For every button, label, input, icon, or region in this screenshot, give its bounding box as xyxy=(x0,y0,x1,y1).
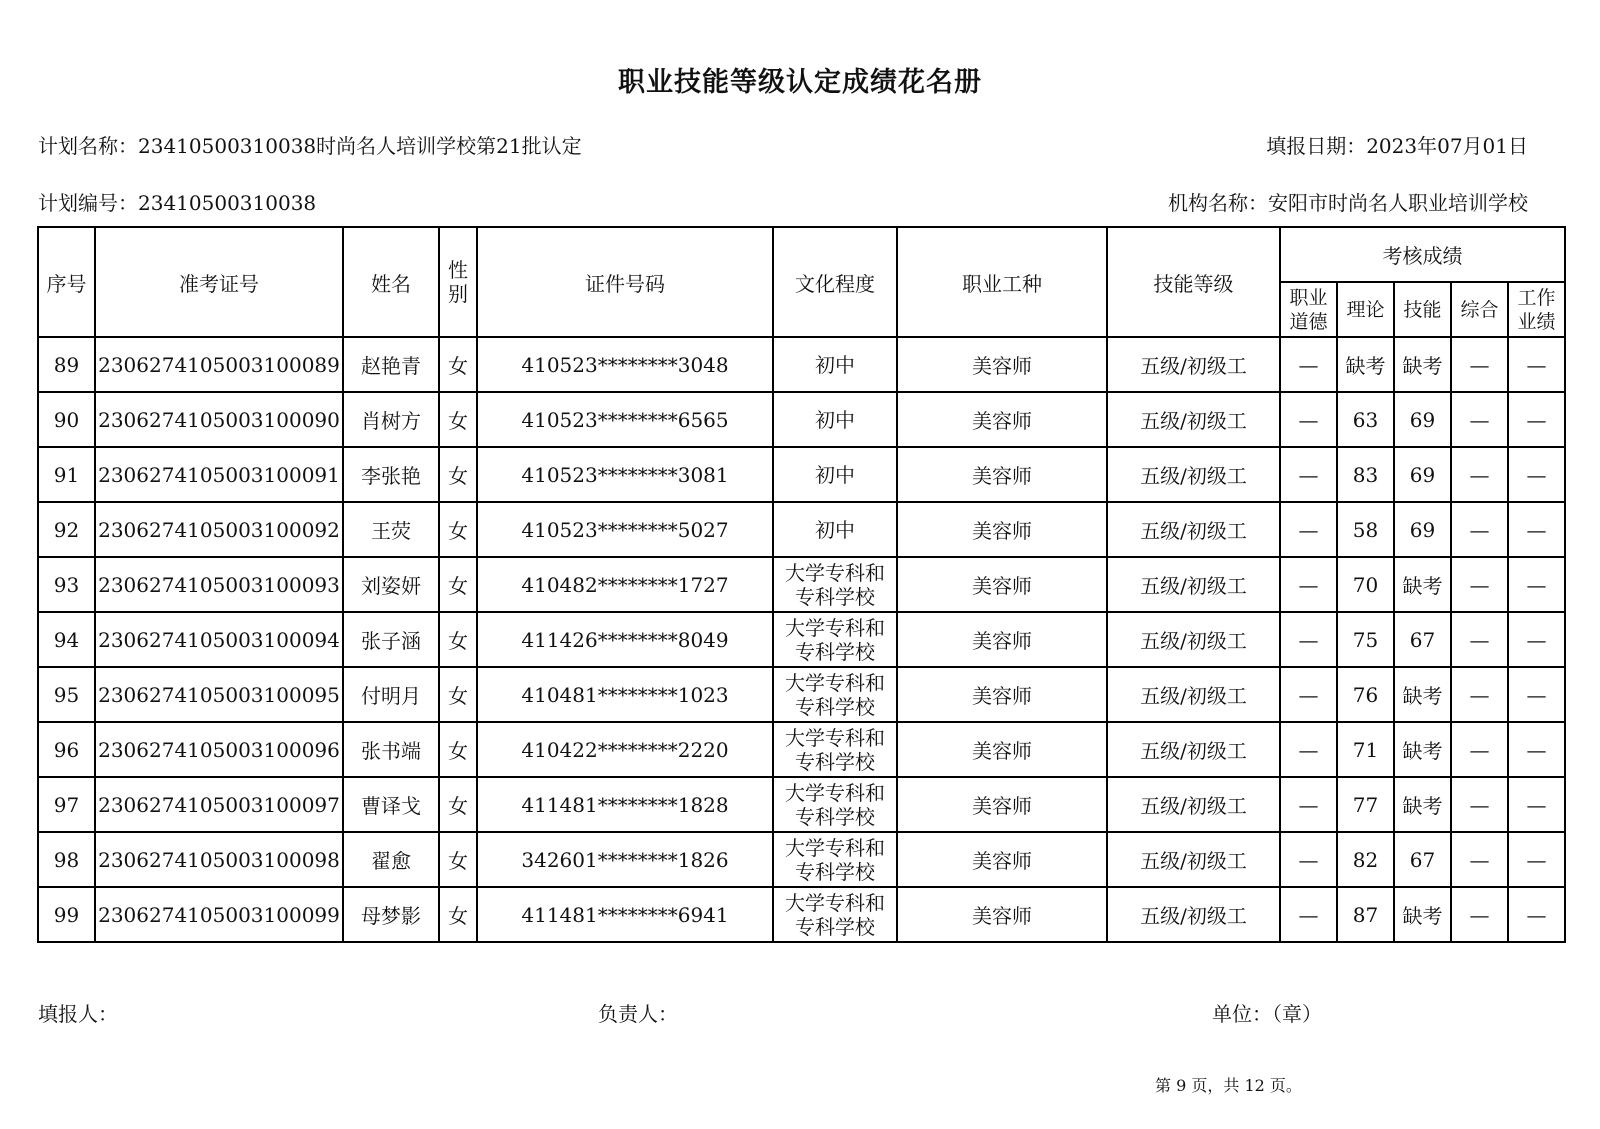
education-line: 初中 xyxy=(815,462,855,487)
cell-ticket: 2306274105003100089 xyxy=(95,337,343,392)
cell-education xyxy=(773,502,897,557)
plan-number-value: 23410500310038 xyxy=(138,191,317,215)
cell-skill: 缺考 xyxy=(1394,777,1451,832)
education-line: 专科学校 xyxy=(795,694,875,719)
cell-work: — xyxy=(1508,557,1565,612)
cell-occupation: 美容师 xyxy=(897,887,1107,942)
table-row xyxy=(38,832,1565,887)
cell-name: 付明月 xyxy=(343,667,439,722)
cell-skill-level: 五级/初级工 xyxy=(1107,832,1280,887)
cell-seq: 92 xyxy=(38,502,95,557)
cell-occupation: 美容师 xyxy=(897,722,1107,777)
table-row xyxy=(38,392,1565,447)
cell-ethics: — xyxy=(1280,557,1337,612)
cell-name: 王荧 xyxy=(343,502,439,557)
cell-ticket: 2306274105003100093 xyxy=(95,557,343,612)
cell-occupation: 美容师 xyxy=(897,392,1107,447)
cell-ethics: — xyxy=(1280,502,1337,557)
cell-skill-level: 五级/初级工 xyxy=(1107,447,1280,502)
cell-work: — xyxy=(1508,447,1565,502)
education-line: 大学专科和 xyxy=(785,835,885,860)
cell-occupation: 美容师 xyxy=(897,667,1107,722)
cell-skill-level: 五级/初级工 xyxy=(1107,392,1280,447)
cell-name: 刘姿妍 xyxy=(343,557,439,612)
education-line: 专科学校 xyxy=(795,639,875,664)
education-line: 大学专科和 xyxy=(785,560,885,585)
cell-theory: 58 xyxy=(1337,502,1394,557)
report-date xyxy=(1266,130,1528,159)
cell-skill: 69 xyxy=(1394,392,1451,447)
cell-name: 李张艳 xyxy=(343,447,439,502)
cell-gender: 女 xyxy=(439,337,477,392)
cell-name: 曹译戈 xyxy=(343,777,439,832)
cell-name: 张子涵 xyxy=(343,612,439,667)
cell-ticket: 2306274105003100090 xyxy=(95,392,343,447)
cell-skill: 缺考 xyxy=(1394,667,1451,722)
cell-theory: 70 xyxy=(1337,557,1394,612)
cell-theory: 71 xyxy=(1337,722,1394,777)
cell-theory: 77 xyxy=(1337,777,1394,832)
cell-name: 翟愈 xyxy=(343,832,439,887)
cell-id-number: 410523********5027 xyxy=(477,502,773,557)
plan-number xyxy=(38,187,316,216)
cell-gender: 女 xyxy=(439,612,477,667)
cell-work: — xyxy=(1508,832,1565,887)
cell-seq: 96 xyxy=(38,722,95,777)
cell-id-number: 410481********1023 xyxy=(477,667,773,722)
education-line: 专科学校 xyxy=(795,914,875,939)
header-scores-group: 考核成绩 xyxy=(1280,227,1565,282)
cell-occupation: 美容师 xyxy=(897,447,1107,502)
header-work-line1: 工作 xyxy=(1517,286,1556,309)
cell-skill: 缺考 xyxy=(1394,557,1451,612)
cell-gender: 女 xyxy=(439,447,477,502)
cell-work: — xyxy=(1508,667,1565,722)
cell-name: 肖树方 xyxy=(343,392,439,447)
org-name-label: 机构名称： xyxy=(1168,191,1268,215)
cell-ethics: — xyxy=(1280,612,1337,667)
report-date-value: 2023年07月01日 xyxy=(1366,134,1528,158)
cell-theory: 87 xyxy=(1337,887,1394,942)
education-line: 大学专科和 xyxy=(785,890,885,915)
cell-work: — xyxy=(1508,722,1565,777)
cell-ticket: 2306274105003100094 xyxy=(95,612,343,667)
cell-seq: 97 xyxy=(38,777,95,832)
header-seq: 序号 xyxy=(38,227,95,337)
cell-skill-level: 五级/初级工 xyxy=(1107,887,1280,942)
cell-skill: 缺考 xyxy=(1394,337,1451,392)
cell-education xyxy=(773,392,897,447)
education-line: 初中 xyxy=(815,517,855,542)
header-ethics-line2: 道德 xyxy=(1289,310,1328,333)
cell-skill-level: 五级/初级工 xyxy=(1107,722,1280,777)
header-id-number: 证件号码 xyxy=(477,227,773,337)
cell-occupation: 美容师 xyxy=(897,777,1107,832)
table-row xyxy=(38,722,1565,777)
cell-skill: 67 xyxy=(1394,612,1451,667)
header-gender-line2: 别 xyxy=(448,282,468,306)
cell-ticket: 2306274105003100095 xyxy=(95,667,343,722)
org-name xyxy=(1168,187,1528,216)
plan-name-label: 计划名称： xyxy=(38,134,138,158)
table-row xyxy=(38,337,1565,392)
cell-comprehensive: — xyxy=(1451,502,1508,557)
cell-ethics: — xyxy=(1280,667,1337,722)
cell-education xyxy=(773,777,897,832)
cell-theory: 63 xyxy=(1337,392,1394,447)
cell-seq: 93 xyxy=(38,557,95,612)
table-row xyxy=(38,667,1565,722)
score-roster-table xyxy=(37,226,1566,943)
cell-theory: 82 xyxy=(1337,832,1394,887)
cell-comprehensive: — xyxy=(1451,392,1508,447)
cell-skill-level: 五级/初级工 xyxy=(1107,667,1280,722)
cell-gender: 女 xyxy=(439,887,477,942)
report-date-label: 填报日期： xyxy=(1266,134,1367,158)
cell-skill: 67 xyxy=(1394,832,1451,887)
header-gender-line1: 性 xyxy=(448,258,468,282)
cell-education xyxy=(773,667,897,722)
cell-ticket: 2306274105003100097 xyxy=(95,777,343,832)
cell-name: 赵艳青 xyxy=(343,337,439,392)
header-work-line2: 业绩 xyxy=(1517,310,1556,333)
education-line: 大学专科和 xyxy=(785,780,885,805)
cell-work: — xyxy=(1508,392,1565,447)
cell-ethics: — xyxy=(1280,392,1337,447)
header-education: 文化程度 xyxy=(773,227,897,337)
education-line: 初中 xyxy=(815,407,855,432)
cell-education xyxy=(773,447,897,502)
cell-skill: 缺考 xyxy=(1394,722,1451,777)
plan-number-label: 计划编号： xyxy=(38,191,138,215)
cell-ticket: 2306274105003100099 xyxy=(95,887,343,942)
cell-gender: 女 xyxy=(439,722,477,777)
header-skill: 技能 xyxy=(1394,282,1451,337)
cell-comprehensive: — xyxy=(1451,777,1508,832)
plan-name-value: 23410500310038时尚名人培训学校第21批认定 xyxy=(138,134,582,158)
cell-comprehensive: — xyxy=(1451,722,1508,777)
cell-seq: 99 xyxy=(38,887,95,942)
cell-id-number: 411481********6941 xyxy=(477,887,773,942)
cell-gender: 女 xyxy=(439,667,477,722)
table-row xyxy=(38,557,1565,612)
education-line: 专科学校 xyxy=(795,859,875,884)
education-line: 专科学校 xyxy=(795,749,875,774)
cell-occupation: 美容师 xyxy=(897,612,1107,667)
cell-ethics: — xyxy=(1280,337,1337,392)
cell-comprehensive: — xyxy=(1451,887,1508,942)
page-indicator: 第 9 页，共 12 页。 xyxy=(1155,1076,1302,1095)
cell-seq: 89 xyxy=(38,337,95,392)
unit-seal-label: 单位：（章） xyxy=(1212,1002,1322,1026)
cell-id-number: 410482********1727 xyxy=(477,557,773,612)
cell-id-number: 410523********3048 xyxy=(477,337,773,392)
cell-gender: 女 xyxy=(439,777,477,832)
header-ticket: 准考证号 xyxy=(95,227,343,337)
cell-ethics: — xyxy=(1280,832,1337,887)
cell-ticket: 2306274105003100092 xyxy=(95,502,343,557)
table-row xyxy=(38,447,1565,502)
cell-comprehensive: — xyxy=(1451,447,1508,502)
cell-gender: 女 xyxy=(439,832,477,887)
cell-id-number: 410523********3081 xyxy=(477,447,773,502)
table-row xyxy=(38,887,1565,942)
cell-theory: 缺考 xyxy=(1337,337,1394,392)
cell-work: — xyxy=(1508,502,1565,557)
education-line: 专科学校 xyxy=(795,584,875,609)
cell-name: 张书端 xyxy=(343,722,439,777)
education-line: 专科学校 xyxy=(795,804,875,829)
cell-skill: 69 xyxy=(1394,502,1451,557)
cell-education xyxy=(773,832,897,887)
cell-occupation: 美容师 xyxy=(897,502,1107,557)
cell-id-number: 411481********1828 xyxy=(477,777,773,832)
cell-work: — xyxy=(1508,337,1565,392)
cell-education xyxy=(773,887,897,942)
header-ethics-line1: 职业 xyxy=(1289,286,1328,309)
cell-theory: 83 xyxy=(1337,447,1394,502)
cell-comprehensive: — xyxy=(1451,667,1508,722)
cell-id-number: 411426********8049 xyxy=(477,612,773,667)
header-name: 姓名 xyxy=(343,227,439,337)
filler-label: 填报人： xyxy=(38,1002,118,1026)
cell-comprehensive: — xyxy=(1451,832,1508,887)
cell-seq: 95 xyxy=(38,667,95,722)
cell-comprehensive: — xyxy=(1451,557,1508,612)
header-comprehensive: 综合 xyxy=(1451,282,1508,337)
page-title: 职业技能等级认定成绩花名册 xyxy=(618,67,982,98)
org-name-value: 安阳市时尚名人职业培训学校 xyxy=(1268,191,1528,215)
education-line: 大学专科和 xyxy=(785,725,885,750)
cell-gender: 女 xyxy=(439,502,477,557)
cell-seq: 90 xyxy=(38,392,95,447)
education-line: 大学专科和 xyxy=(785,670,885,695)
cell-comprehensive: — xyxy=(1451,337,1508,392)
cell-education xyxy=(773,557,897,612)
cell-work: — xyxy=(1508,887,1565,942)
cell-occupation: 美容师 xyxy=(897,557,1107,612)
cell-comprehensive: — xyxy=(1451,612,1508,667)
cell-skill-level: 五级/初级工 xyxy=(1107,337,1280,392)
cell-education xyxy=(773,722,897,777)
table-row xyxy=(38,502,1565,557)
cell-ticket: 2306274105003100096 xyxy=(95,722,343,777)
cell-gender: 女 xyxy=(439,557,477,612)
cell-gender: 女 xyxy=(439,392,477,447)
header-theory: 理论 xyxy=(1337,282,1394,337)
cell-ethics: — xyxy=(1280,887,1337,942)
header-work xyxy=(1508,282,1565,337)
cell-skill-level: 五级/初级工 xyxy=(1107,777,1280,832)
cell-skill-level: 五级/初级工 xyxy=(1107,502,1280,557)
cell-skill: 缺考 xyxy=(1394,887,1451,942)
cell-seq: 91 xyxy=(38,447,95,502)
cell-id-number: 410422********2220 xyxy=(477,722,773,777)
cell-id-number: 410523********6565 xyxy=(477,392,773,447)
plan-name xyxy=(38,130,582,159)
cell-occupation: 美容师 xyxy=(897,337,1107,392)
cell-theory: 75 xyxy=(1337,612,1394,667)
cell-seq: 98 xyxy=(38,832,95,887)
header-ethics xyxy=(1280,282,1337,337)
cell-id-number: 342601********1826 xyxy=(477,832,773,887)
cell-skill-level: 五级/初级工 xyxy=(1107,612,1280,667)
cell-ticket: 2306274105003100091 xyxy=(95,447,343,502)
cell-work: — xyxy=(1508,777,1565,832)
table-row xyxy=(38,612,1565,667)
cell-seq: 94 xyxy=(38,612,95,667)
cell-ticket: 2306274105003100098 xyxy=(95,832,343,887)
cell-theory: 76 xyxy=(1337,667,1394,722)
header-occupation: 职业工种 xyxy=(897,227,1107,337)
education-line: 初中 xyxy=(815,352,855,377)
education-line: 大学专科和 xyxy=(785,615,885,640)
header-skill-level: 技能等级 xyxy=(1107,227,1280,337)
header-gender xyxy=(439,227,477,337)
cell-ethics: — xyxy=(1280,447,1337,502)
cell-education xyxy=(773,337,897,392)
cell-skill: 69 xyxy=(1394,447,1451,502)
cell-ethics: — xyxy=(1280,777,1337,832)
roster-body xyxy=(38,337,1565,942)
cell-skill-level: 五级/初级工 xyxy=(1107,557,1280,612)
cell-ethics: — xyxy=(1280,722,1337,777)
responsible-label: 负责人： xyxy=(598,1002,678,1026)
cell-occupation: 美容师 xyxy=(897,832,1107,887)
cell-name: 母梦影 xyxy=(343,887,439,942)
cell-education xyxy=(773,612,897,667)
table-row xyxy=(38,777,1565,832)
cell-work: — xyxy=(1508,612,1565,667)
